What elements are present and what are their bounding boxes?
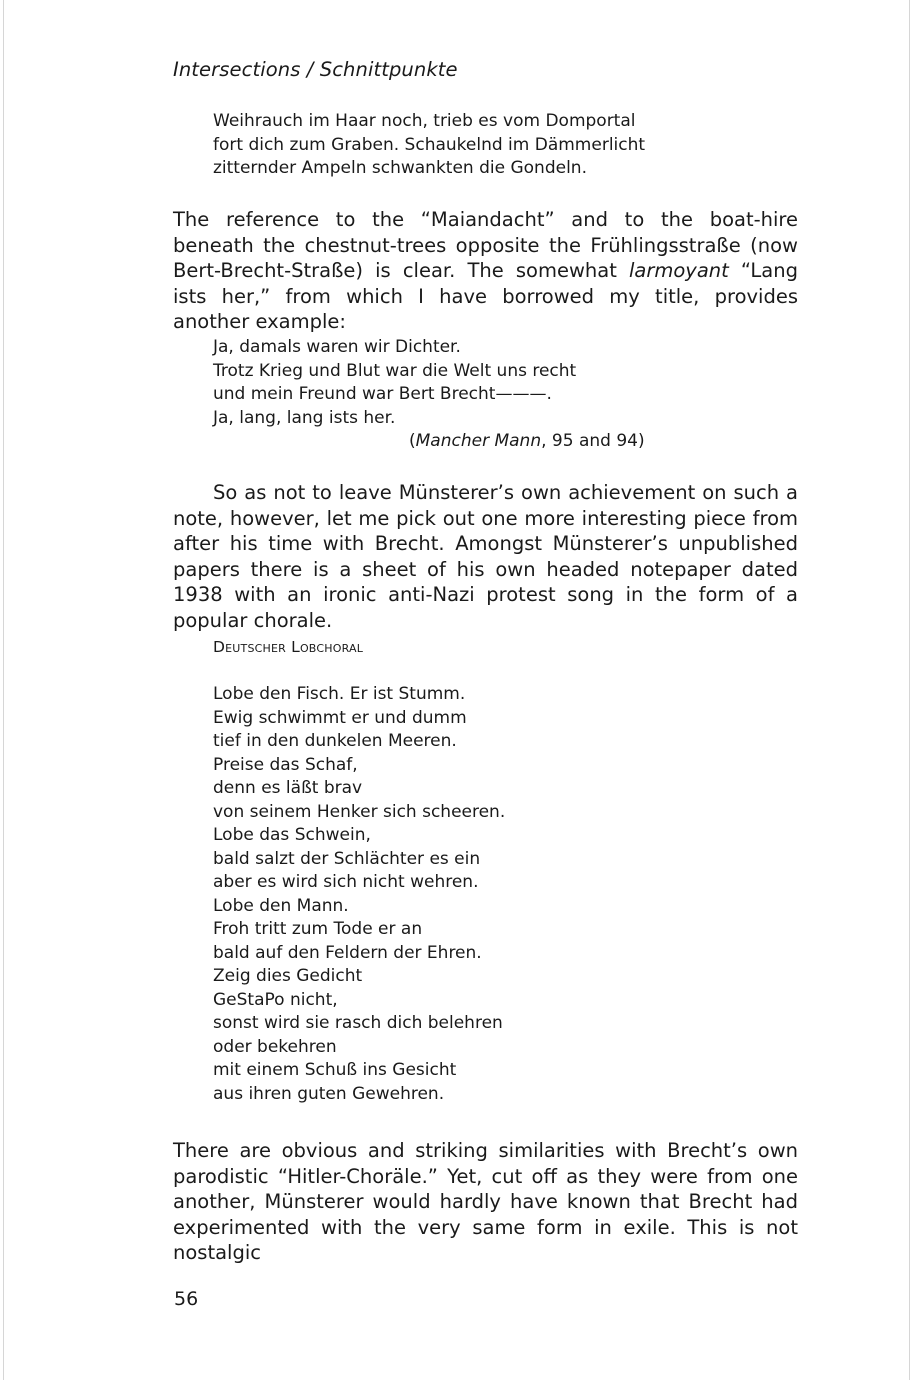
page-edge-left: [3, 0, 4, 1380]
page-edge-right: [909, 0, 910, 1380]
citation-title: Mancher Mann: [415, 431, 542, 451]
poem-line: mit einem Schuß ins Gesicht: [213, 1060, 457, 1080]
poem-line: aber es wird sich nicht wehren.: [213, 872, 479, 892]
paragraph-1-text-b: “Lang ists her,” from which I have borrowed my title, provides another example:: [173, 259, 798, 333]
poem-line: bald salzt der Schlächter es ein: [213, 848, 481, 869]
citation-open: (: [409, 431, 416, 451]
poem-line: Lobe das Schwein,: [213, 825, 371, 845]
paragraph-1-text-a: The reference to the “Maiandacht” and to the boat-hire beneath the chestnut-trees opposite the Frühlingsstraße (now Bert-Brecht-Straße) is clear. The somewhat: [173, 208, 798, 282]
poem-line: denn es läßt brav: [213, 778, 363, 798]
verse-line: fort dich zum Graben. Schaukelnd im Dämmerlicht: [213, 134, 646, 155]
poem-line: sonst wird sie rasch dich belehren: [213, 1013, 503, 1033]
poem-line: Lobe den Fisch. Er ist Stumm.: [213, 684, 466, 704]
poem-deutscher-lobchoral: [213, 683, 505, 1106]
poem-line: Froh tritt zum Tode er an: [213, 919, 423, 939]
verse-quote-2: [213, 336, 576, 430]
poem-line: aus ihren guten Gewehren.: [213, 1083, 445, 1104]
page-number: 56: [174, 1288, 199, 1310]
citation-pages: , 95 and 94): [541, 431, 645, 451]
verse-line: und mein Freund war Bert Brecht———.: [213, 384, 552, 404]
paragraph-2: So as not to leave Münsterer’s own achievement on such a note, however, let me pick out one more interesting piece from after his time with Brecht. Amongst Münsterer’s unpublished papers there is a sheet of his own headed notepaper dated 1938 with an ironic anti-Nazi protest song in the form of a popular chorale.: [173, 481, 798, 632]
poem-line: Zeig dies Gedicht: [213, 966, 363, 986]
paragraph-1: [173, 207, 798, 335]
paragraph-1-italic-term: larmoyant: [628, 259, 729, 282]
poem-line: GeStaPo nicht,: [213, 989, 338, 1010]
verse-quote-1: [213, 110, 645, 181]
verse-line: zitternder Ampeln schwankten die Gondeln.: [213, 158, 587, 178]
poem-title: Deutscher Lobchoral: [213, 638, 364, 656]
poem-line: oder bekehren: [213, 1036, 337, 1057]
citation: [409, 431, 645, 451]
poem-line: Preise das Schaf,: [213, 754, 358, 775]
verse-line: Trotz Krieg und Blut war die Welt uns recht: [213, 360, 577, 381]
running-head: Intersections / Schnittpunkte: [173, 58, 458, 81]
verse-line: Weihrauch im Haar noch, trieb es vom Domportal: [213, 111, 636, 131]
poem-line: von seinem Henker sich scheeren.: [213, 801, 506, 822]
verse-line: Ja, damals waren wir Dichter.: [213, 337, 461, 357]
poem-line: bald auf den Feldern der Ehren.: [213, 942, 482, 963]
paragraph-3: There are obvious and striking similarities with Brecht’s own parodistic “Hitler-Choräle.” Yet, cut off as they were from one another, Münsterer would hardly have known that Brecht had experimented with the very same form in exile. This is not nostalgic: [173, 1139, 798, 1264]
poem-line: Ewig schwimmt er und dumm: [213, 707, 467, 728]
verse-line: Ja, lang, lang ists her.: [213, 407, 396, 428]
poem-line: tief in den dunkelen Meeren.: [213, 731, 457, 751]
poem-line: Lobe den Mann.: [213, 895, 349, 916]
